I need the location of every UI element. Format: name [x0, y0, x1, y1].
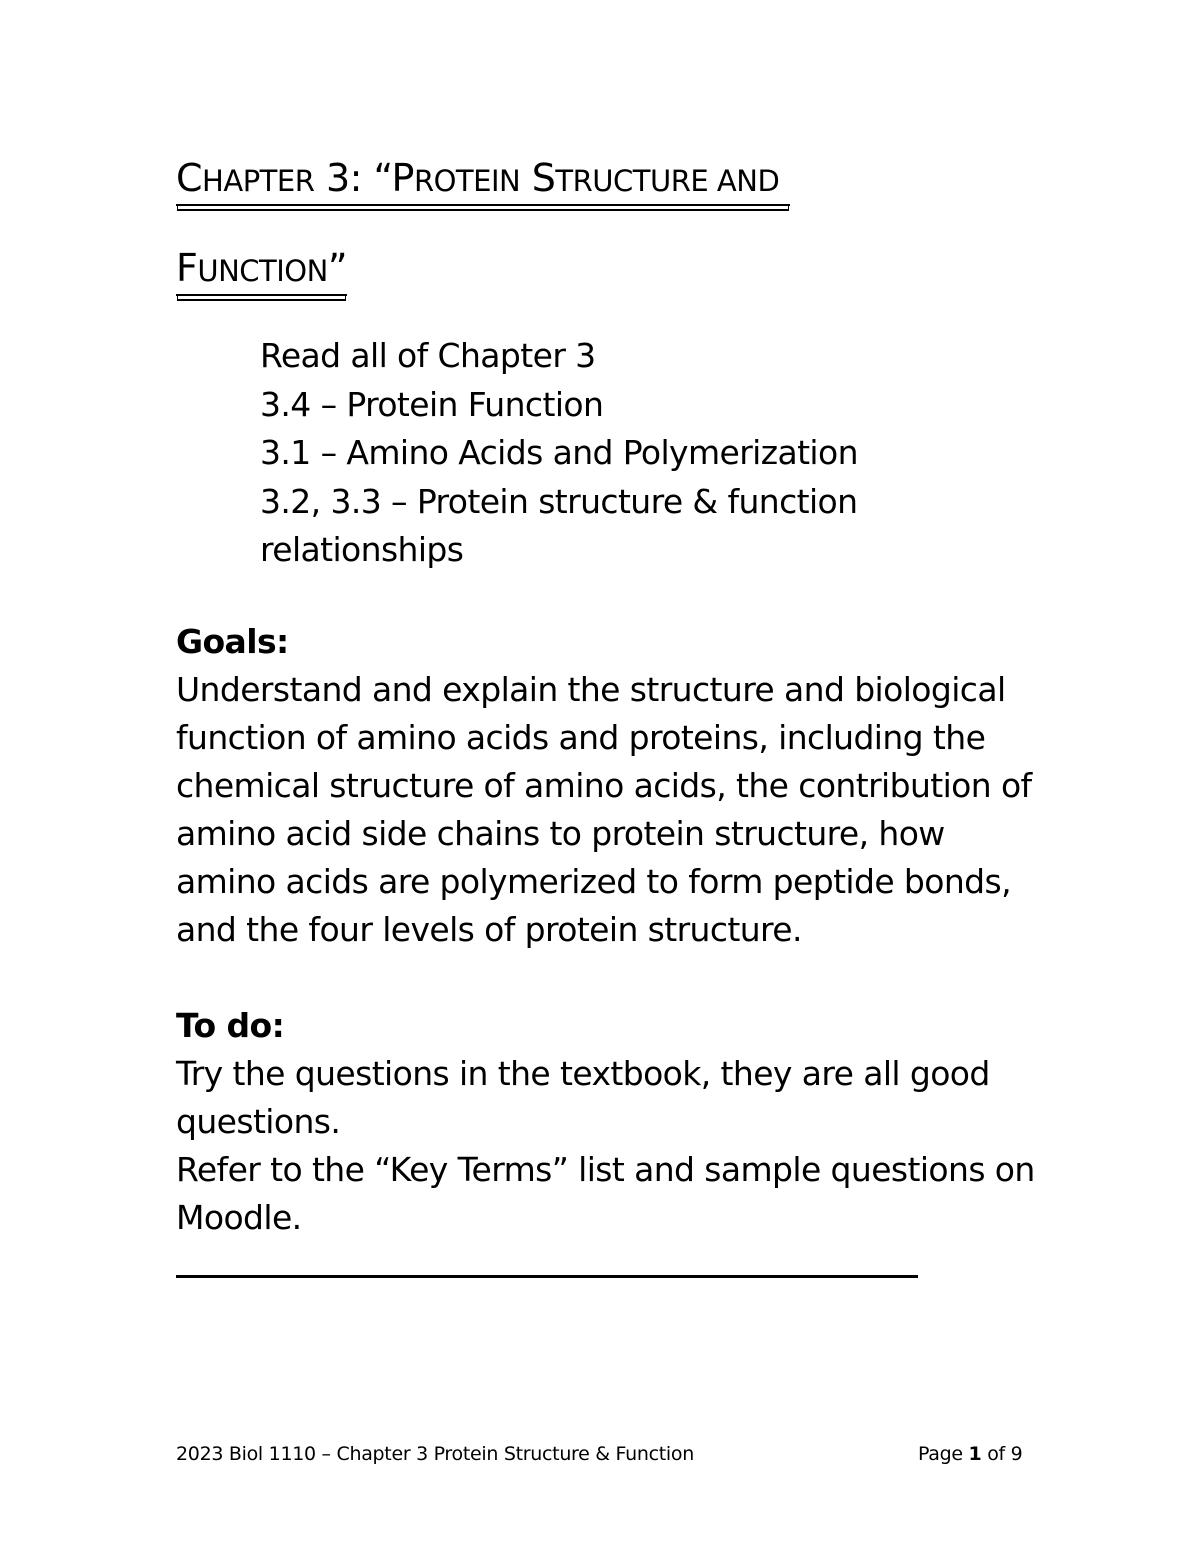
footer-course-title: 2023 Biol 1110 – Chapter 3 Protein Structure & Function: [176, 1443, 694, 1465]
title-text: TRUCTURE: [555, 164, 709, 198]
title-underline: [176, 158, 790, 206]
todo-heading: To do:: [176, 1006, 285, 1045]
reading-item: Read all of Chapter 3: [260, 336, 596, 375]
footer-page-number: [918, 1442, 1022, 1466]
title-text: S: [520, 156, 556, 200]
title-text: HAPTER: [202, 164, 315, 198]
page-current: 1: [968, 1443, 982, 1465]
title-text: UNCTION: [197, 254, 328, 288]
title-text: ”: [327, 246, 348, 290]
reading-item: 3.2, 3.3 – Protein structure & function: [260, 481, 858, 521]
goals-text: Understand and explain the structure and biological function of amino acids and proteins, including the chemical structure of amino acids, the contribution of amino acid side chains to protein structure, how amino acids are polymerized to form peptide bonds, and the four levels of protein structure.: [176, 670, 1032, 949]
todo-section: [176, 1002, 1036, 1242]
title-text: F: [176, 246, 198, 290]
title-underline: [176, 248, 347, 296]
title-text: 3: “: [314, 156, 392, 200]
todo-line-1: Try the questions in the textbook, they are all good questions.: [176, 1054, 990, 1141]
reading-item: 3.4 – Protein Function: [260, 384, 604, 424]
title-text: ROTEIN: [413, 164, 521, 198]
goals-heading: Goals:: [176, 622, 289, 661]
title-text: AND: [708, 164, 780, 198]
title-text: C: [176, 156, 203, 200]
page-prefix: Page: [918, 1443, 969, 1465]
chapter-title-line-2: [176, 248, 347, 296]
page-total: 9: [1010, 1443, 1023, 1465]
reading-item: relationships: [260, 530, 464, 569]
goals-section: [176, 618, 1036, 954]
horizontal-divider: [176, 1275, 918, 1278]
reading-list: [260, 332, 980, 575]
todo-line-2: Refer to the “Key Terms” list and sample questions on Moodle.: [176, 1150, 1035, 1237]
page-middle: of: [981, 1443, 1011, 1465]
reading-item: 3.1 – Amino Acids and Polymerization: [260, 433, 858, 472]
chapter-title-line-1: [176, 158, 790, 206]
title-text: P: [391, 156, 414, 200]
